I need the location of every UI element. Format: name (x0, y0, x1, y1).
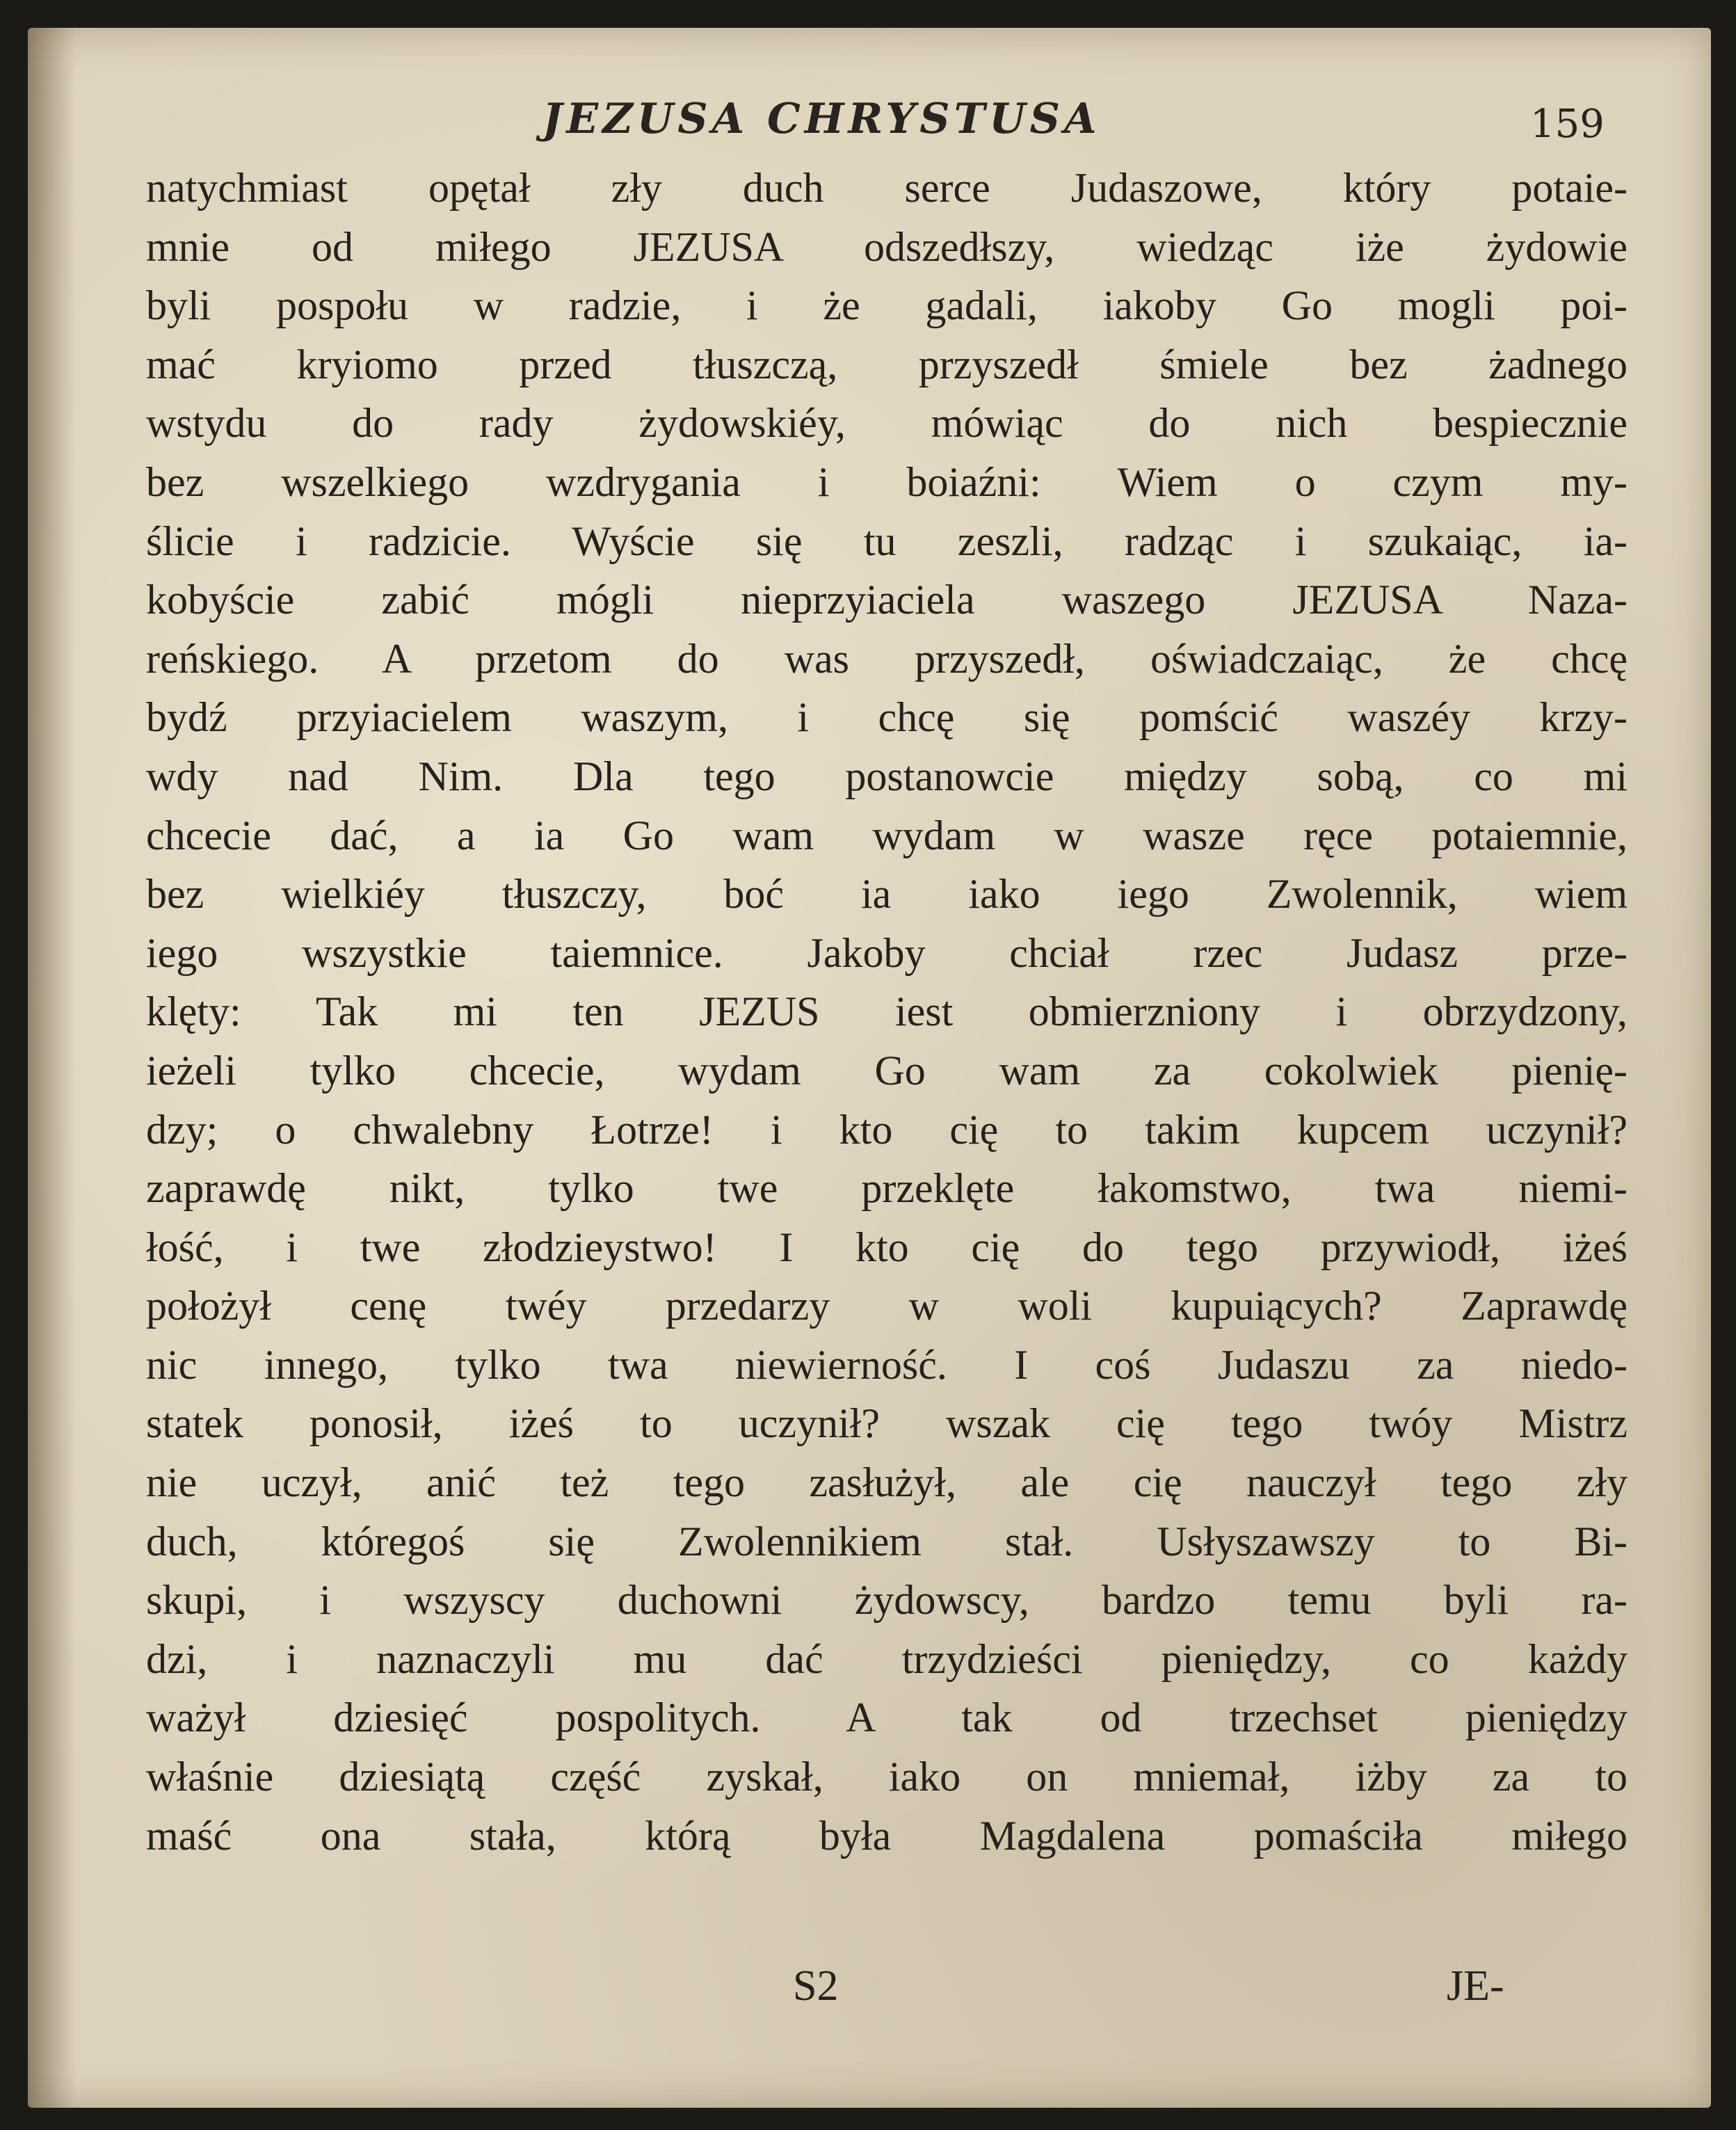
text-line: ieżeli tylko chcecie, wydam Go wam za cokolwiek pienię- (146, 1047, 1628, 1094)
text-line: klęty: Tak mi ten JEZUS iest obmierzniony i obrzydzony, (146, 988, 1628, 1035)
text-line: kobyście zabić mógli nieprzyiaciela waszego JEZUSA Naza- (146, 577, 1628, 623)
text-line: bez wielkiéy tłuszczy, boć ia iako iego Zwolennik, wiem (146, 871, 1628, 918)
text-line: wstydu do rady żydowskiéy, mówiąc do nich bespiecznie (146, 400, 1628, 447)
text-line: statek ponosił, iżeś to uczynił? wszak cię tego twóy Mistrz (146, 1400, 1628, 1447)
text-line: natychmiast opętał zły duch serce Judaszowe, który potaie- (146, 165, 1628, 211)
book-page (28, 28, 1711, 2108)
text-line: duch, któregoś się Zwolennikiem stał. Usłyszawszy to Bi- (146, 1518, 1628, 1564)
text-line: maść ona stała, którą była Magdalena pomaściła miłego (146, 1812, 1628, 1859)
page-header (28, 95, 1711, 157)
text-line: wdy nad Nim. Dla tego postanowcie między sobą, co mi (146, 753, 1628, 799)
text-line: mać kryiomo przed tłuszczą, przyszedł śmiele bez żadnego (146, 341, 1628, 387)
text-line: mnie od miłego JEZUSA odszedłszy, wiedząc iże żydowie (146, 223, 1628, 270)
text-line: nie uczył, anić też tego zasłużył, ale cię nauczył tego zły (146, 1459, 1628, 1506)
text-line: iego wszystkie taiemnice. Jakoby chciał rzec Judasz prze- (146, 929, 1628, 976)
text-line: zaprawdę nikt, tylko twe przeklęte łakomstwo, twa niemi- (146, 1165, 1628, 1212)
text-line: bydź przyiacielem waszym, i chcę się pomścić waszéy krzy- (146, 694, 1628, 741)
page-gutter-shadow (28, 28, 77, 2108)
text-line: skupi, i wszyscy duchowni żydowscy, bardzo temu byli ra- (146, 1577, 1628, 1624)
text-line: nic innego, tylko twa niewierność. I coś Judaszu za niedo- (146, 1341, 1628, 1388)
text-line: dzy; o chwalebny Łotrze! i kto cię to takim kupcem uczynił? (146, 1106, 1628, 1153)
page-footer (28, 1962, 1711, 2024)
text-line: ślicie i radzicie. Wyście się tu zeszli, radząc i szukaiąc, ia- (146, 518, 1628, 564)
text-line: właśnie dziesiątą część zyskał, iako on mniemał, iżby za to (146, 1754, 1628, 1800)
text-line: ważył dziesięć pospolitych. A tak od trzechset pieniędzy (146, 1695, 1628, 1741)
text-line: bez wszelkiego wzdrygania i boiaźni: Wiem o czym my- (146, 458, 1628, 505)
signature-mark: S2 (793, 1962, 839, 2010)
text-line: reńskiego. A przetom do was przyszedł, oświadczaiąc, że chcę (146, 635, 1628, 682)
body-text (146, 159, 1628, 1865)
text-line: położył cenę twéy przedarzy w woli kupuiących? Zaprawdę (146, 1283, 1628, 1329)
running-title: JEZUSA CHRYSTUSA (542, 95, 1101, 143)
text-line: byli pospołu w radzie, i że gadali, iakoby Go mogli poi- (146, 282, 1628, 329)
page-number: 159 (1530, 102, 1605, 147)
text-line: chcecie dać, a ia Go wam wydam w wasze ręce potaiemnie, (146, 812, 1628, 858)
catchword: JE- (1447, 1962, 1504, 2010)
text-line: dzi, i naznaczyli mu dać trzydzieści pieniędzy, co każdy (146, 1635, 1628, 1682)
text-line: łość, i twe złodzieystwo! I kto cię do tego przywiodł, iżeś (146, 1224, 1628, 1270)
